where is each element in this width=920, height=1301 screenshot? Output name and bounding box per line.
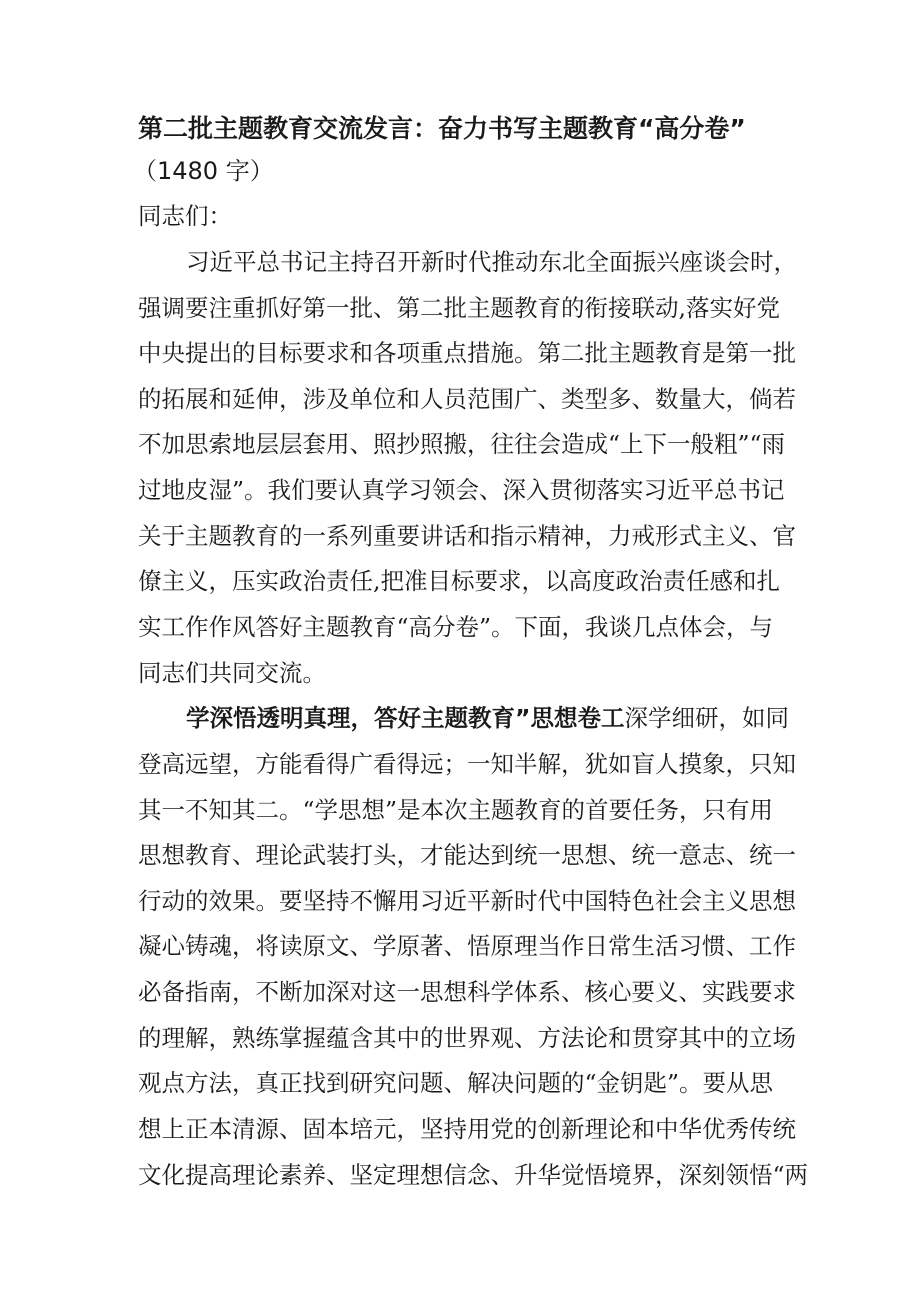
para2-line: 想上正本清源、固本培元，坚持用党的创新理论和中华优秀传统 (138, 1115, 796, 1143)
para1-line: 不加思索地层层套用、照抄照搬，往往会造成“上下一般粗”“雨 (138, 430, 786, 458)
para2-line: 观点方法，真正找到研究问题、解决问题的“金钥匙”。要从思 (138, 1069, 774, 1097)
section-heading: 学深悟透明真理，答好主题教育”思想卷工 (186, 704, 625, 732)
para1-line: 关于主题教育的一系列重要讲话和指示精神，力戒形式主义、官 (138, 522, 796, 550)
document-subtitle-wordcount: （1480 字） (133, 157, 274, 185)
para2-line: 的理解，熟练掌握蕴含其中的世界观、方法论和贯穿其中的立场 (138, 1024, 796, 1052)
para1-line: 过地皮湿”。我们要认真学习领会、深入贯彻落实习近平总书记 (138, 476, 785, 504)
para2-line: 思想教育、理论武装打头，才能达到统一思想、统一意志、统一 (138, 841, 796, 869)
para2-first-line-rest: 深学细研，如同 (624, 704, 789, 732)
para2-line: 行动的效果。要坚持不懈用习近平新时代中国特色社会主义思想 (138, 887, 796, 915)
para2-line: 其一不知其二。“学思想”是本次主题教育的首要任务，只有用 (138, 796, 774, 824)
para1-line: 习近平总书记主持召开新时代推动东北全面振兴座谈会时， (186, 248, 797, 276)
para1-line: 的拓展和延伸，涉及单位和人员范围广、类型多、数量大，倘若 (138, 385, 796, 413)
para2-line: 登高远望，方能看得广看得远；一知半解，犹如盲人摸象，只知 (138, 750, 796, 778)
para1-line: 僚主义，压实政治责任,把准目标要求，以高度政治责任感和扎 (138, 567, 780, 595)
para1-line: 实工作作风答好主题教育“高分卷”。下面，我谈几点体会，与 (138, 613, 774, 641)
document-title: 第二批主题教育交流发言：奋力书写主题教育“高分卷” (138, 114, 746, 143)
salutation: 同志们： (138, 202, 232, 230)
para1-line: 同志们共同交流。 (138, 659, 326, 687)
para1-line: 中央提出的目标要求和各项重点措施。第二批主题教育是第一批 (138, 339, 796, 367)
para2-first-line (186, 703, 789, 733)
para2-line: 必备指南，不断加深对这一思想科学体系、核心要义、实践要求 (138, 978, 796, 1006)
para1-line: 强调要注重抓好第一批、第二批主题教育的衔接联动,落实好党 (138, 294, 780, 322)
para2-line: 文化提高理论素养、坚定理想信念、升华觉悟境界，深刻领悟“两 (138, 1161, 809, 1189)
para2-line: 凝心铸魂，将读原文、学原著、悟原理当作日常生活习惯、工作 (138, 932, 796, 960)
